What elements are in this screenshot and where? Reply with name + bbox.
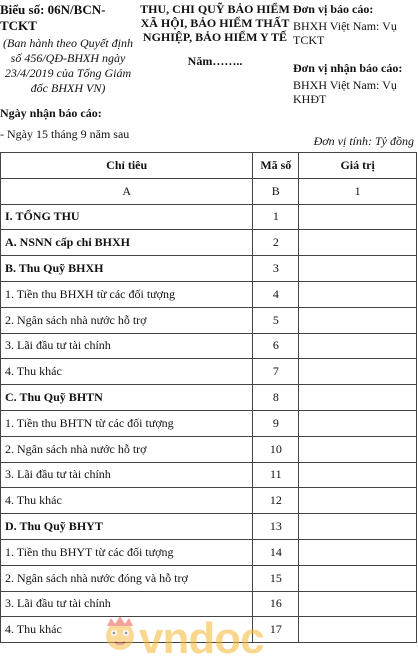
value-cell[interactable] — [299, 230, 417, 256]
reporting-unit-label: Đơn vị báo cáo: — [293, 2, 374, 16]
report-title: THU, CHI QUỸ BẢO HIỂM XÃ HỘI, BẢO HIỂM THẤT NGHIỆP, BẢO HIỂM Y TẾ — [140, 2, 290, 44]
indicator-cell: I. TỔNG THU — [1, 204, 253, 230]
watermark-text: vndoc — [139, 614, 264, 663]
value-cell[interactable] — [299, 514, 417, 540]
code-cell: 3 — [253, 256, 299, 282]
indicator-cell: 3. Lãi đầu tư tài chính — [1, 591, 253, 617]
reporting-unit-value: BHXH Việt Nam: Vụ TCKT — [293, 19, 397, 47]
indicator-cell: 1. Tiền thu BHXH từ các đối tượng — [1, 281, 253, 307]
table-row — [1, 333, 417, 359]
report-year: Năm…….. — [187, 54, 243, 68]
form-note: (Ban hành theo Quyết định số 456/QĐ-BHXH ngày 23/4/2019 của Tổng Giám đốc BHXH VN) — [3, 36, 133, 95]
indicator-cell: 4. Thu khác — [1, 488, 253, 514]
value-cell[interactable] — [299, 436, 417, 462]
value-cell[interactable] — [299, 204, 417, 230]
code-cell: 7 — [253, 359, 299, 385]
value-cell[interactable] — [299, 617, 417, 643]
column-header-value: Giá trị — [299, 153, 417, 179]
indicator-cell: 3. Lãi đầu tư tài chính — [1, 462, 253, 488]
code-cell: 9 — [253, 410, 299, 436]
code-cell: 10 — [253, 436, 299, 462]
column-header-indicator: Chỉ tiêu — [1, 153, 253, 179]
indicator-cell: D. Thu Quỹ BHYT — [1, 514, 253, 540]
form-code: Biểu số: 06N/BCN-TCKT — [0, 2, 106, 33]
code-cell: 14 — [253, 539, 299, 565]
indicator-cell: 2. Ngân sách nhà nước hỗ trợ — [1, 307, 253, 333]
indicator-cell: 1. Tiền thu BHTN từ các đối tượng — [1, 410, 253, 436]
table-row — [1, 385, 417, 411]
table-row — [1, 591, 417, 617]
table-row — [1, 565, 417, 591]
subheader-code: B — [253, 178, 299, 204]
table-row — [1, 462, 417, 488]
value-cell[interactable] — [299, 591, 417, 617]
receiving-unit-value: BHXH Việt Nam: Vụ KHĐT — [293, 78, 397, 106]
table-row — [1, 256, 417, 282]
column-header-code: Mã số — [253, 153, 299, 179]
code-cell: 11 — [253, 462, 299, 488]
code-cell: 12 — [253, 488, 299, 514]
table-row — [1, 488, 417, 514]
value-cell[interactable] — [299, 539, 417, 565]
table-row — [1, 617, 417, 643]
report-table — [0, 152, 417, 643]
code-cell: 2 — [253, 230, 299, 256]
table-row — [1, 436, 417, 462]
value-cell[interactable] — [299, 359, 417, 385]
report-heading — [140, 2, 290, 69]
indicator-cell: 1. Tiền thu BHYT từ các đối tượng — [1, 539, 253, 565]
value-cell[interactable] — [299, 410, 417, 436]
table-row — [1, 410, 417, 436]
subheader-indicator: A — [1, 178, 253, 204]
indicator-cell: B. Thu Quỹ BHXH — [1, 256, 253, 282]
receive-date-value: - Ngày 15 tháng 9 năm sau — [0, 127, 130, 141]
receive-date-label: Ngày nhận báo cáo: — [0, 106, 102, 120]
value-cell[interactable] — [299, 488, 417, 514]
code-cell: 6 — [253, 333, 299, 359]
form-info — [0, 2, 136, 142]
table-row — [1, 230, 417, 256]
table-row — [1, 307, 417, 333]
code-cell: 16 — [253, 591, 299, 617]
value-cell[interactable] — [299, 307, 417, 333]
value-cell[interactable] — [299, 333, 417, 359]
value-cell[interactable] — [299, 462, 417, 488]
table-row — [1, 281, 417, 307]
indicator-cell: 3. Lãi đầu tư tài chính — [1, 333, 253, 359]
indicator-cell: 4. Thu khác — [1, 617, 253, 643]
receiving-unit-label: Đơn vị nhận báo cáo: — [293, 61, 403, 75]
unit-info — [293, 2, 418, 106]
indicator-cell: 2. Ngân sách nhà nước đóng và hỗ trợ — [1, 565, 253, 591]
subheader-value: 1 — [299, 178, 417, 204]
code-cell: 8 — [253, 385, 299, 411]
code-cell: 13 — [253, 514, 299, 540]
table-row — [1, 539, 417, 565]
code-cell: 1 — [253, 204, 299, 230]
indicator-cell: A. NSNN cấp chi BHXH — [1, 230, 253, 256]
table-row — [1, 359, 417, 385]
table-header-row — [1, 153, 417, 179]
value-cell[interactable] — [299, 281, 417, 307]
code-cell: 5 — [253, 307, 299, 333]
unit-note: Đơn vị tính: Tỷ đồng — [313, 134, 414, 148]
indicator-cell: C. Thu Quỹ BHTN — [1, 385, 253, 411]
code-cell: 15 — [253, 565, 299, 591]
indicator-cell: 4. Thu khác — [1, 359, 253, 385]
value-cell[interactable] — [299, 256, 417, 282]
table-subheader-row — [1, 178, 417, 204]
table-body — [1, 178, 417, 642]
value-cell[interactable] — [299, 565, 417, 591]
table-row — [1, 204, 417, 230]
table-row — [1, 514, 417, 540]
code-cell: 4 — [253, 281, 299, 307]
code-cell: 17 — [253, 617, 299, 643]
value-cell[interactable] — [299, 385, 417, 411]
indicator-cell: 2. Ngân sách nhà nước hỗ trợ — [1, 436, 253, 462]
